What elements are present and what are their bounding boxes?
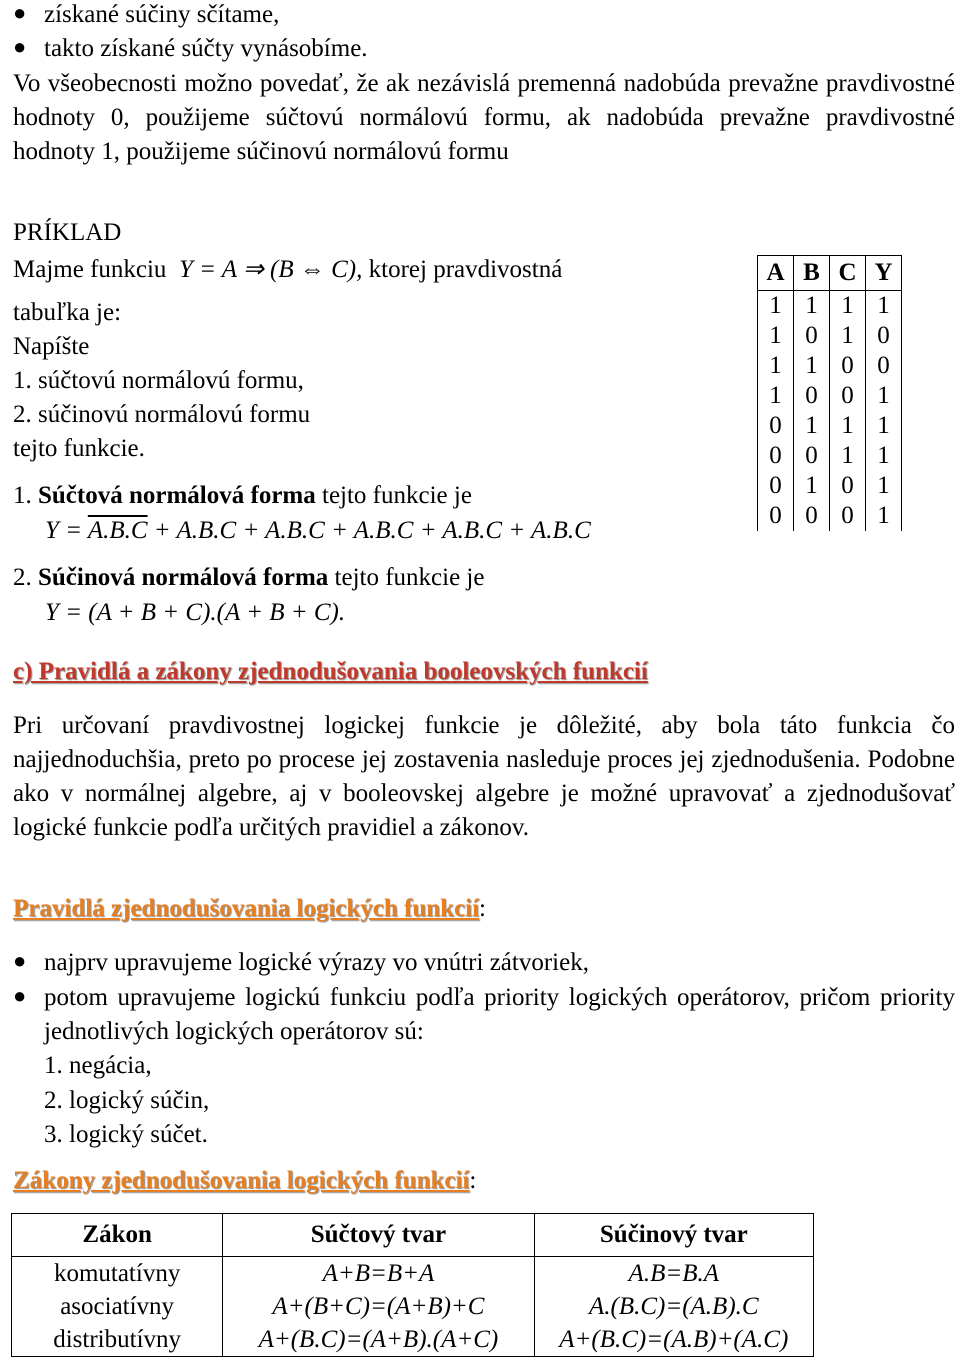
priority-item-1: 1. negácia, [44,1052,152,1079]
laws-heading-line: Zákony zjednodušovania logických funkcií: [13,1167,477,1194]
truth-cell: 1 [758,381,794,411]
truth-cell: 0 [866,351,902,381]
laws-heading: Zákony zjednodušovania logických funkcií [13,1167,470,1194]
law-sum: A+B=B+A [223,1257,534,1291]
truth-table-row [758,471,902,501]
rules-bullet-2: potom upravujeme logickú funkciu podľa priority logických operátorov, pričom priority jednotlivých logických operátorov sú: [44,984,955,1045]
truth-cell: 1 [794,351,830,381]
truth-cell: 1 [866,501,902,531]
bullet-dot: ● [13,983,27,1008]
truth-cell: 1 [866,381,902,411]
truth-cell: 1 [758,291,794,322]
rules-heading-line: Pravidlá zjednodušovania logických funkcií: [13,895,486,922]
truth-cell: 0 [830,471,866,501]
truth-cell: 0 [794,381,830,411]
intro-paragraph: Vo všeobecnosti možno povedať, že ak nezávislá premenná nadobúda prevažne pravdivostné hodnoty 0, použijeme súčtovú normálovú formu, ak nadobúda prevažne pravdivostné hodnoty 1, použijeme súčinovú normálovú formu [13,70,955,165]
truth-cell: 1 [794,411,830,441]
truth-table-row [758,351,902,381]
section-c-paragraph: Pri určovaní pravdivostnej logickej funkcie je dôležité, aby bola táto funkcia čo najjednoduchšia, preto po procese jej zostavenia nasleduje proces jej zjednodušenia. Podobne ako v normálnej algebre, aj v booleovskej algebre je možné upravovať a zjednodušovať logické funkcie podľa určitých pravidiel a zákonov. [13,712,955,841]
truth-cell: 0 [758,411,794,441]
priority-item-3: 3. logický súčet. [44,1121,208,1148]
truth-cell: 1 [758,321,794,351]
truth-cell: 0 [794,441,830,471]
law-name: komutatívny [12,1257,223,1291]
truth-table-header: Y [866,256,902,291]
laws-row [12,1257,814,1291]
truth-table-header: C [830,256,866,291]
task-2: 2. súčinovú normálovú formu [13,401,311,428]
laws-header: Súčtový tvar [223,1214,534,1257]
truth-table-row [758,321,902,351]
answer-2-formula: Y = (A + B + C).(A + B + C). [45,599,346,626]
bullet-text: takto získané súčty vynásobíme. [44,35,368,62]
answer-1-formula: Y = A.B.C + A.B.C + A.B.C + A.B.C + A.B.C + A.B.C [45,517,591,544]
rules-bullet-1: najprv upravujeme logické výrazy vo vnútri zátvoriek, [44,949,589,976]
truth-cell: 0 [830,501,866,531]
law-name: distributívny [12,1323,223,1357]
law-name: asociatívny [12,1290,223,1323]
truth-cell: 1 [830,321,866,351]
truth-cell: 1 [866,471,902,501]
function-formula: Y = A ⇒ (B ⇔ C), [178,256,363,283]
answer-1-heading: 1. Súčtová normálová forma tejto funkcie je [13,482,472,509]
truth-table-header: A [758,256,794,291]
table-line: tabuľka je: [13,299,122,326]
laws-header: Súčinový tvar [534,1214,813,1257]
truth-cell: 0 [830,351,866,381]
priority-item-2: 2. logický súčin, [44,1087,210,1114]
truth-cell: 1 [866,441,902,471]
bullet-dot: ● [13,0,27,25]
truth-cell: 1 [830,291,866,322]
truth-table-row [758,411,902,441]
truth-cell: 1 [830,411,866,441]
task-3: tejto funkcie. [13,435,145,462]
law-sum: A+(B+C)=(A+B)+C [223,1290,534,1323]
truth-table [757,255,902,531]
truth-table-row [758,381,902,411]
truth-table-row [758,291,902,322]
task-1: 1. súčtovú normálovú formu, [13,367,304,394]
write-line: Napíšte [13,333,90,360]
truth-cell: 1 [866,411,902,441]
example-heading: PRÍKLAD [13,219,122,246]
truth-cell: 1 [794,471,830,501]
truth-cell: 1 [758,351,794,381]
answer-2-heading: 2. Súčinová normálová forma tejto funkcie je [13,564,485,591]
truth-cell: 0 [758,471,794,501]
truth-table-row [758,501,902,531]
truth-cell: 1 [794,291,830,322]
rules-heading: Pravidlá zjednodušovania logických funkcií [13,895,480,922]
law-product: A+(B.C)=(A.B)+(A.C) [534,1323,813,1357]
truth-table-row [758,441,902,471]
laws-header: Zákon [12,1214,223,1257]
laws-table [11,1213,814,1357]
bullet-text: získané súčiny sčítame, [44,1,280,28]
truth-cell: 1 [866,291,902,322]
function-definition: Majme funkciu Y = A ⇒ (B ⇔ C), ktorej pravdivostná [13,256,563,283]
laws-row [12,1323,814,1357]
law-sum: A+(B.C)=(A+B).(A+C) [223,1323,534,1357]
bullet-dot: ● [13,948,27,973]
law-product: A.B=B.A [534,1257,813,1291]
truth-cell: 0 [758,501,794,531]
truth-cell: 0 [794,501,830,531]
section-c-heading: c) Pravidlá a zákony zjednodušovania booleovských funkcií [13,658,648,685]
truth-table-header: B [794,256,830,291]
laws-row [12,1290,814,1323]
truth-cell: 0 [830,381,866,411]
law-product: A.(B.C)=(A.B).C [534,1290,813,1323]
bullet-dot: ● [13,34,27,59]
truth-cell: 0 [794,321,830,351]
truth-cell: 0 [758,441,794,471]
truth-cell: 0 [866,321,902,351]
truth-cell: 1 [830,441,866,471]
